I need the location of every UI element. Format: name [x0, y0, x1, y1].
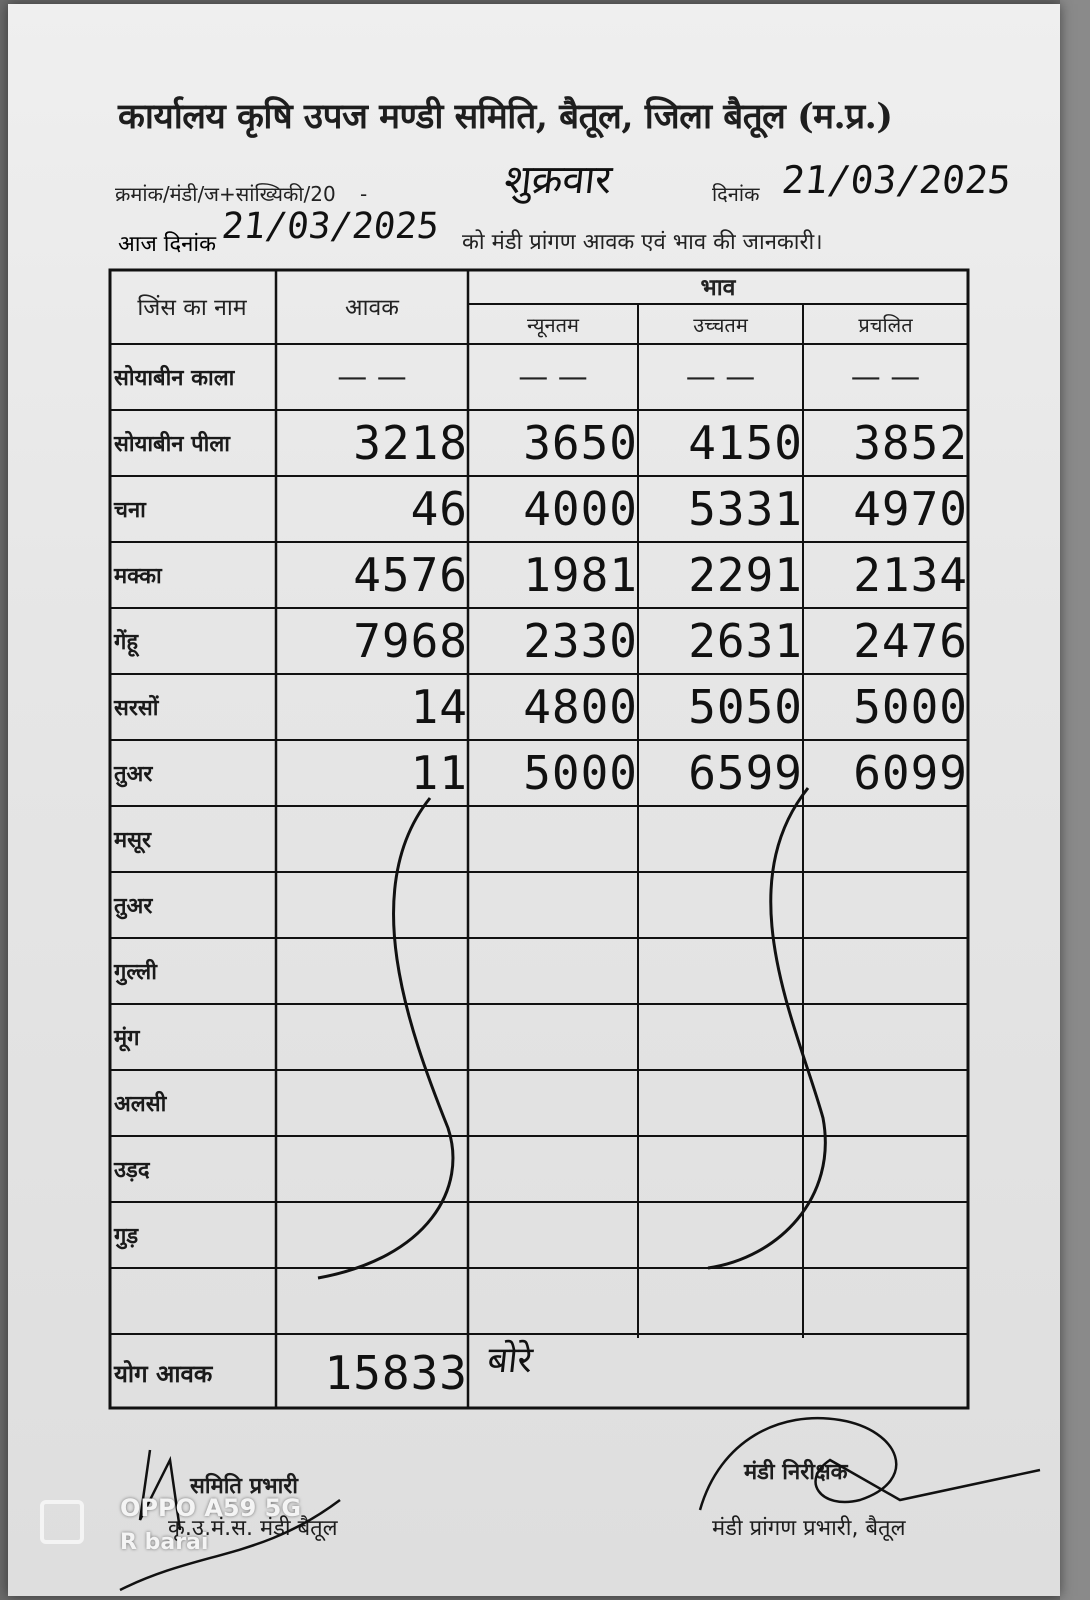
- max-cell: 2291: [688, 548, 803, 602]
- max-cell: — —: [685, 359, 756, 395]
- arrival-cell: [276, 1070, 478, 1136]
- right-signature-office: मंडी प्रांगण प्रभारी, बैतूल: [712, 1516, 906, 1541]
- crop-name-cell: सोयाबीन पीला: [114, 432, 230, 457]
- date-label: दिनांक: [712, 182, 760, 206]
- max-cell: [638, 1268, 813, 1334]
- arrival-cell: 11: [410, 746, 468, 800]
- arrival-cell: [276, 806, 478, 872]
- total-label: योग आवक: [114, 1359, 213, 1388]
- header-min-price: न्यूनतम: [527, 312, 579, 337]
- arrival-cell: [276, 1268, 478, 1334]
- modal-cell: — —: [850, 359, 921, 395]
- crop-name-cell: मूंग: [114, 1026, 140, 1051]
- max-cell: [638, 938, 813, 1004]
- min-cell: [468, 1004, 648, 1070]
- crop-name-cell: तुअर: [114, 762, 153, 787]
- crop-name-cell: मक्का: [114, 564, 162, 589]
- crop-name-cell: उड़द: [114, 1158, 150, 1183]
- min-cell: 4000: [523, 482, 638, 536]
- reference-separator: -: [360, 182, 368, 206]
- min-cell: [468, 1202, 648, 1268]
- arrival-cell: 3218: [353, 416, 468, 470]
- watermark-user: R barai: [120, 1530, 209, 1555]
- left-signature-title: समिति प्रभारी: [190, 1474, 299, 1499]
- max-cell: [638, 806, 813, 872]
- arrival-cell: [276, 1136, 478, 1202]
- min-cell: 3650: [523, 416, 638, 470]
- arrival-cell: [276, 1004, 478, 1070]
- min-cell: [468, 806, 648, 872]
- modal-cell: [803, 872, 978, 938]
- modal-cell: [803, 1202, 978, 1268]
- min-cell: 5000: [523, 746, 638, 800]
- total-unit-note: बोरे: [485, 1339, 535, 1381]
- max-cell: 5050: [688, 680, 803, 734]
- min-cell: [468, 938, 648, 1004]
- modal-cell: 2476: [853, 614, 968, 668]
- watermark-device: OPPO A59 5G: [120, 1494, 302, 1522]
- arrival-cell: [276, 1202, 478, 1268]
- day-handwritten: शुक्रवार: [502, 157, 615, 203]
- crop-name-cell: गेंहू: [114, 630, 139, 655]
- max-cell: [638, 1070, 813, 1136]
- max-cell: 6599: [688, 746, 803, 800]
- max-cell: [638, 1202, 813, 1268]
- min-cell: 1981: [523, 548, 638, 602]
- crop-name-cell: गुड़: [114, 1224, 139, 1249]
- modal-cell: [803, 1268, 978, 1334]
- background-edge: [1060, 0, 1090, 1600]
- reference-line: [115, 180, 367, 207]
- crop-name-cell: अलसी: [114, 1092, 167, 1117]
- modal-cell: 3852: [853, 416, 968, 470]
- modal-cell: 6099: [853, 746, 968, 800]
- crop-name-cell: सरसों: [114, 696, 159, 721]
- arrival-cell: [276, 938, 478, 1004]
- max-cell: [638, 1136, 813, 1202]
- document-title: कार्यालय कृषि उपज मण्डी समिति, बैतूल, जिला बैतूल (म.प्र.): [118, 96, 893, 137]
- min-cell: — —: [518, 359, 588, 395]
- header-crop: जिंस का नाम: [137, 295, 247, 321]
- arrival-cell: — —: [337, 359, 407, 395]
- min-cell: 2330: [523, 614, 638, 668]
- modal-cell: [803, 1136, 978, 1202]
- modal-cell: 2134: [853, 548, 968, 602]
- date-handwritten: 21/03/2025: [779, 158, 1014, 202]
- arrival-price-table: [108, 268, 970, 1410]
- today-suffix: को मंडी प्रांगण आवक एवं भाव की जानकारी।: [462, 230, 823, 255]
- min-cell: [468, 1070, 648, 1136]
- header-price-group: भाव: [700, 275, 736, 301]
- crop-name-cell: मसूर: [114, 828, 152, 853]
- min-cell: 4800: [523, 680, 638, 734]
- modal-cell: [803, 1070, 978, 1136]
- min-cell: [468, 1268, 648, 1334]
- crop-name-cell: चना: [114, 498, 146, 523]
- modal-cell: [803, 1004, 978, 1070]
- header-max-price: उच्चतम: [693, 312, 748, 337]
- crop-name-cell: सोयाबीन काला: [114, 366, 235, 391]
- left-signature-office: कृ.उ.मं.स. मंडी बैतूल: [168, 1516, 338, 1541]
- arrival-cell: 14: [410, 680, 468, 734]
- reference-prefix: क्रमांक/मंडी/ज+सांख्यिकी/20: [115, 182, 336, 206]
- min-cell: [468, 872, 648, 938]
- max-cell: [638, 872, 813, 938]
- min-cell: [468, 1136, 648, 1202]
- crop-name-cell: [108, 1268, 282, 1334]
- max-cell: 5331: [688, 482, 803, 536]
- today-date-handwritten: 21/03/2025: [219, 206, 441, 247]
- modal-cell: [803, 806, 978, 872]
- camera-icon: [40, 1500, 84, 1544]
- modal-cell: 4970: [853, 482, 968, 536]
- crop-name-cell: तुअर: [114, 894, 153, 919]
- arrival-cell: [276, 872, 478, 938]
- right-signature-title: मंडी निरीक्षक: [744, 1460, 848, 1485]
- max-cell: 4150: [688, 416, 803, 470]
- arrival-cell: 46: [410, 482, 468, 536]
- max-cell: 2631: [688, 614, 803, 668]
- arrival-cell: 7968: [353, 614, 468, 668]
- header-arrival: आवक: [345, 295, 399, 321]
- max-cell: [638, 1004, 813, 1070]
- header-modal-price: प्रचलित: [858, 312, 913, 337]
- total-arrival-value: 15833: [324, 1346, 468, 1400]
- crop-name-cell: गुल्ली: [114, 960, 157, 985]
- modal-cell: [803, 938, 978, 1004]
- arrival-cell: 4576: [353, 548, 468, 602]
- modal-cell: 5000: [853, 680, 968, 734]
- today-label: आज दिनांक: [118, 232, 216, 257]
